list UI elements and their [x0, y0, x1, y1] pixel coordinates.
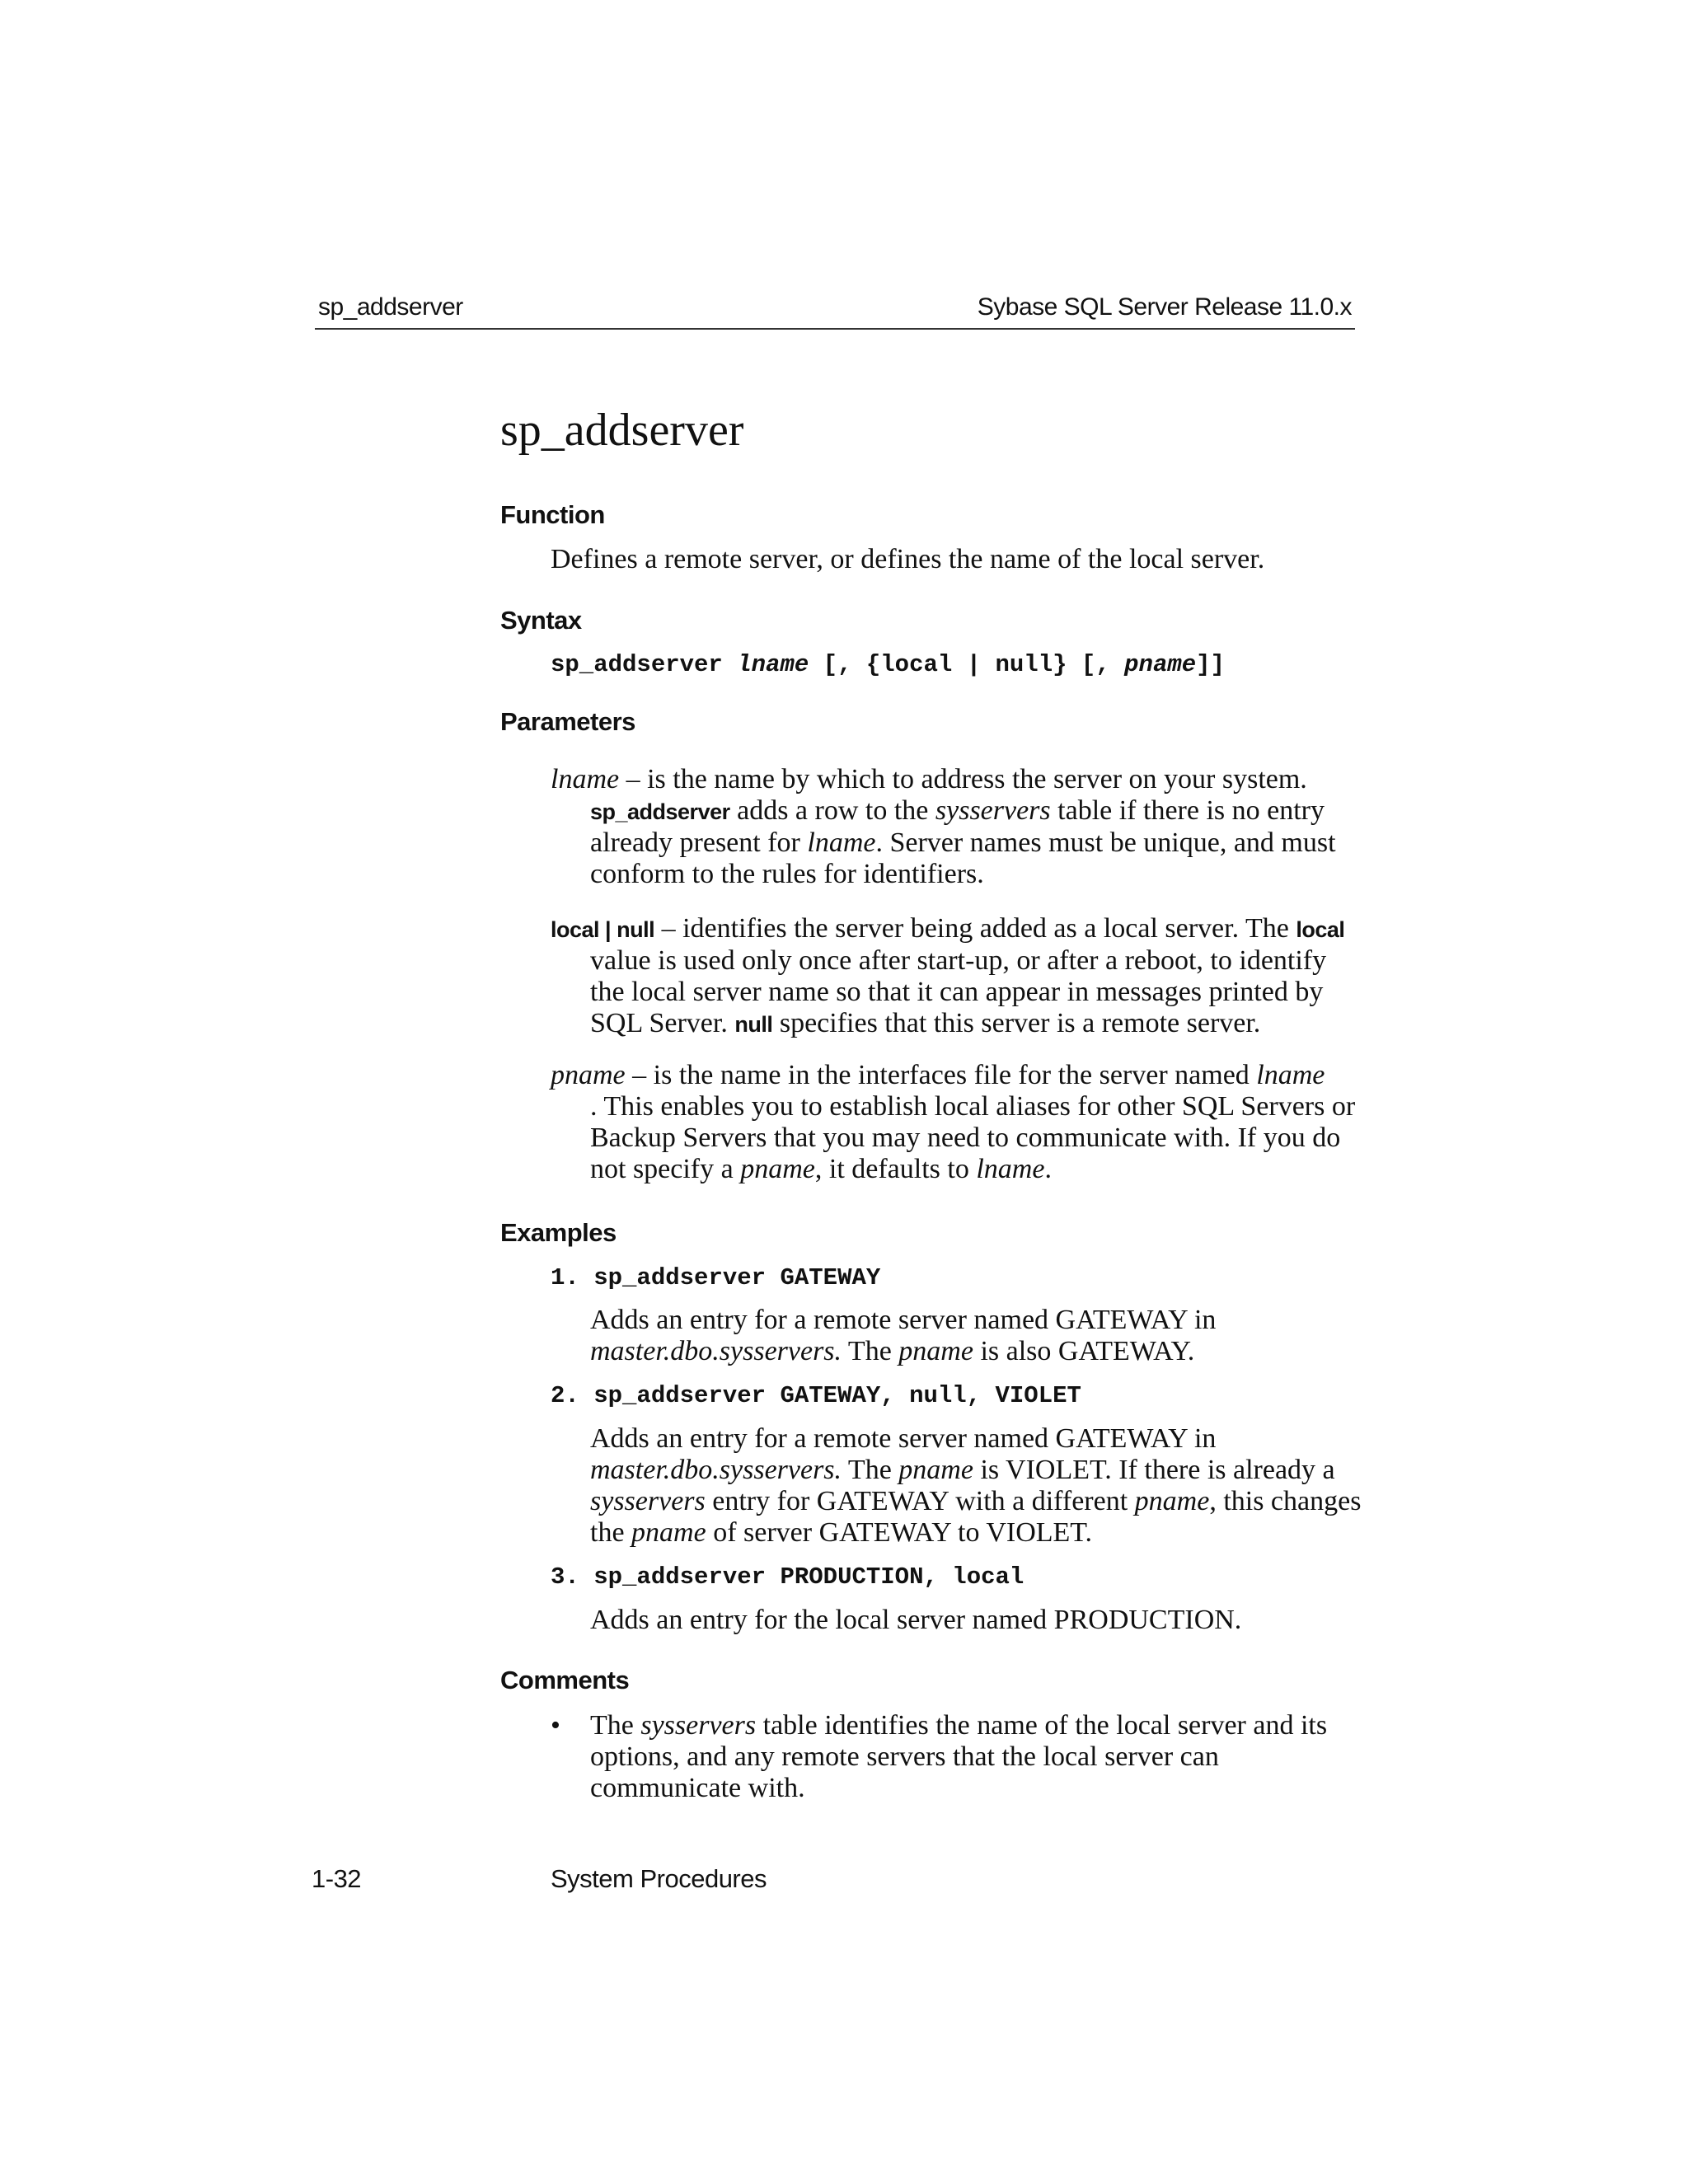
param-italic: pname: [740, 1154, 815, 1184]
param-italic: lname: [1256, 1060, 1325, 1090]
param-continuation: [590, 945, 1362, 1040]
param-text: . Server names must be unique, and must conform to the rules for identifiers.: [590, 827, 1336, 889]
bullet-marker: •: [551, 1710, 560, 1741]
comment-text: table identifies the name of the local server and its options, and any remote servers that the local server can communicate with.: [590, 1710, 1328, 1803]
param-text: value is used only once after start-up, or after a reboot, to identify the local server name so that it can appear in messages printed by SQL Server.: [590, 945, 1327, 1038]
param-text: . This enables you to establish local aliases for other SQL Servers or Backup Servers that you may need to communicate with. If you do not specify a: [590, 1091, 1356, 1184]
examples-heading: Examples: [500, 1218, 617, 1247]
function-heading: Function: [500, 500, 605, 529]
example-text: is VIOLET. If there is already a: [973, 1455, 1335, 1485]
param-keyword: sp_addserver: [590, 799, 730, 824]
function-text: Defines a remote server, or defines the name of the local server.: [551, 544, 1265, 574]
param-text: – identifies the server being added as a local server. The: [654, 913, 1296, 944]
syntax-heading: Syntax: [500, 606, 582, 635]
param-keyword: local: [1296, 917, 1345, 942]
param-term: lname: [551, 764, 620, 794]
example-1-code: [551, 1264, 880, 1291]
footer-section: System Procedures: [551, 1864, 767, 1893]
param-italic: sysservers: [935, 795, 1051, 826]
example-number: 3.: [551, 1563, 579, 1591]
example-command: sp_addserver GATEWAY, null, VIOLET: [593, 1382, 1081, 1409]
example-text: The: [842, 1336, 899, 1366]
example-number: 1.: [551, 1264, 579, 1291]
param-text: , it defaults to: [814, 1154, 977, 1184]
param-term: local | null: [551, 917, 655, 942]
comment-item: [590, 1710, 1362, 1804]
example-2-description: [590, 1423, 1362, 1549]
example-italic: pname: [1134, 1486, 1210, 1516]
syntax-options: [, {local | null} [,: [809, 651, 1125, 678]
running-header: [315, 288, 1355, 330]
example-2-code: [551, 1382, 1081, 1409]
example-text: entry for GATEWAY with a different: [705, 1486, 1135, 1516]
example-command: sp_addserver GATEWAY: [593, 1264, 881, 1291]
example-3-description: Adds an entry for the local server named PRODUCTION.: [590, 1605, 1242, 1635]
param-text: – is the name in the interfaces file for the server named: [625, 1060, 1257, 1090]
param-continuation: [590, 1091, 1362, 1185]
parameters-heading: Parameters: [500, 707, 635, 736]
example-italic: master.dbo.sysservers.: [590, 1455, 842, 1485]
comment-text: The: [590, 1710, 641, 1741]
example-text: is also GATEWAY.: [973, 1336, 1195, 1366]
comment-italic: sysservers: [640, 1710, 757, 1741]
example-italic: pname: [631, 1517, 706, 1548]
header-right: Sybase SQL Server Release 11.0.x: [977, 293, 1352, 321]
example-1-description: [590, 1305, 1362, 1367]
param-keyword: null: [734, 1012, 773, 1037]
syntax-end: ]]: [1196, 651, 1225, 678]
page-title: sp_addserver: [500, 405, 744, 456]
param-pname: [551, 1060, 1362, 1185]
param-text: – is the name by which to address the server on your system.: [619, 764, 1307, 794]
param-italic: lname: [976, 1154, 1045, 1184]
page-number: 1-32: [312, 1864, 362, 1893]
param-lname: [551, 764, 1362, 890]
param-text: specifies that this server is a remote server.: [772, 1008, 1261, 1038]
example-italic: pname: [898, 1336, 973, 1366]
example-text: The: [842, 1455, 899, 1485]
example-text: Adds an entry for a remote server named GATEWAY in: [590, 1423, 1217, 1454]
syntax-param-pname: pname: [1124, 651, 1197, 678]
example-command: sp_addserver PRODUCTION, local: [593, 1563, 1025, 1591]
param-continuation: [590, 795, 1362, 890]
example-italic: master.dbo.sysservers.: [590, 1336, 842, 1366]
example-number: 2.: [551, 1382, 579, 1409]
example-text: Adds an entry for a remote server named GATEWAY in: [590, 1305, 1217, 1335]
param-term: pname: [551, 1060, 626, 1090]
syntax-command: sp_addserver: [551, 651, 738, 678]
example-text: , this changes the: [590, 1486, 1362, 1548]
syntax-line: [551, 651, 1225, 678]
example-italic: pname: [898, 1455, 973, 1485]
comments-heading: Comments: [500, 1666, 630, 1694]
param-text: table if there is no entry already present for: [590, 795, 1325, 858]
param-italic: lname: [807, 827, 876, 858]
syntax-param-lname: lname: [737, 651, 809, 678]
header-left: sp_addserver: [318, 293, 463, 321]
param-text: .: [1044, 1154, 1052, 1184]
param-text: adds a row to the: [729, 795, 935, 826]
example-3-code: [551, 1563, 1024, 1591]
example-text: of server GATEWAY to VIOLET.: [706, 1517, 1093, 1548]
param-local-null: [551, 913, 1362, 1040]
example-italic: sysservers: [590, 1486, 706, 1516]
